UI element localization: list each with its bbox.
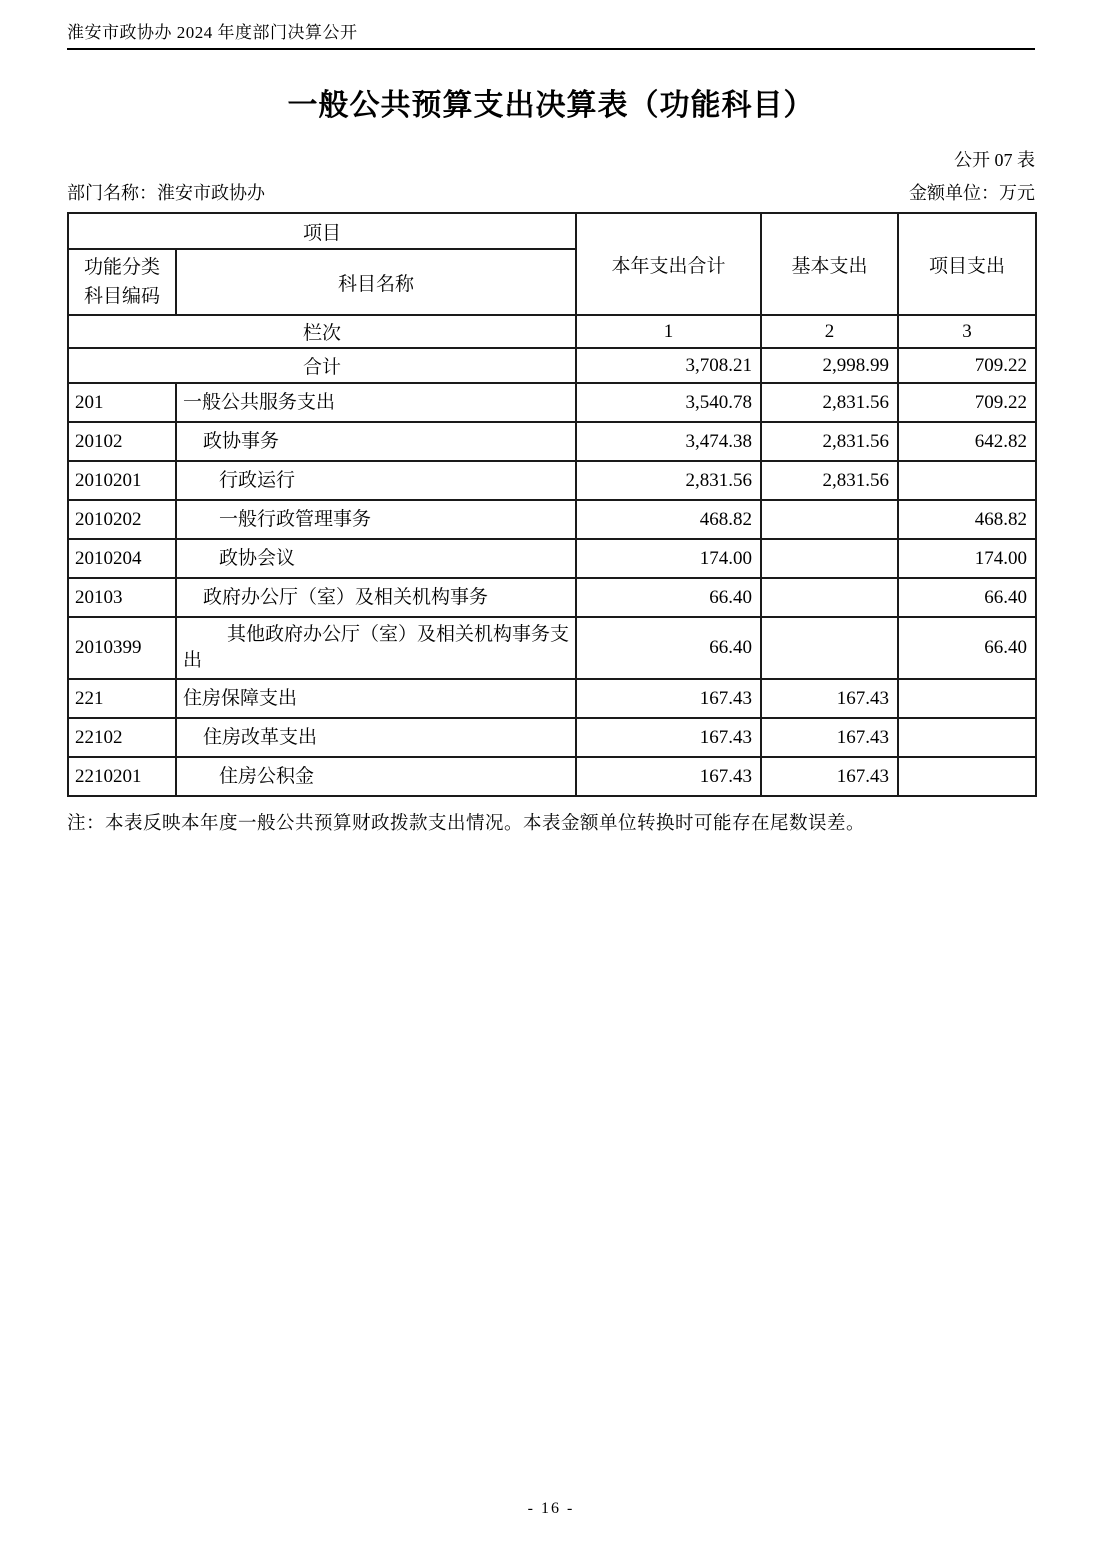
header-project-expense: 项目支出: [898, 213, 1036, 315]
column-index-row: [68, 315, 1036, 348]
table-row: [68, 383, 1036, 422]
header-year-total: 本年支出合计: [576, 213, 761, 315]
budget-table: [67, 212, 1037, 797]
row-code: 2010204: [68, 539, 176, 578]
row-project: 468.82: [898, 500, 1036, 539]
row-code: 22102: [68, 718, 176, 757]
row-subject-name: 政协事务: [176, 422, 576, 461]
table-row: [68, 718, 1036, 757]
sheet-number-label: 公开 07 表: [954, 150, 1035, 170]
table-row: [68, 617, 1036, 679]
row-basic: 2,831.56: [761, 422, 898, 461]
total-basic: 2,998.99: [761, 348, 898, 383]
row-code: 2010399: [68, 617, 176, 679]
header-basic-expense: 基本支出: [761, 213, 898, 315]
row-code: 2210201: [68, 757, 176, 796]
total-row-label: 合计: [68, 348, 576, 383]
row-subject-name: 一般公共服务支出: [176, 383, 576, 422]
page-title: 一般公共预算支出决算表（功能科目）: [287, 89, 815, 122]
row-year-total: 3,474.38: [576, 422, 761, 461]
table-header-row-1: [68, 213, 1036, 249]
row-subject-name: 住房改革支出: [176, 718, 576, 757]
row-code: 221: [68, 679, 176, 718]
row-project: [898, 718, 1036, 757]
table-row: [68, 422, 1036, 461]
row-project: 709.22: [898, 383, 1036, 422]
row-year-total: 2,831.56: [576, 461, 761, 500]
row-subject-name: 行政运行: [176, 461, 576, 500]
row-year-total: 468.82: [576, 500, 761, 539]
header-item-group: 项目: [68, 213, 576, 249]
row-year-total: 3,540.78: [576, 383, 761, 422]
header-subject-name: 科目名称: [176, 249, 576, 315]
row-project: 174.00: [898, 539, 1036, 578]
row-project: 66.40: [898, 617, 1036, 679]
department-name-label: 部门名称：淮安市政协办: [67, 183, 265, 203]
table-row-total: [68, 348, 1036, 383]
row-basic: 167.43: [761, 679, 898, 718]
table-row: [68, 461, 1036, 500]
header-function-code: [68, 249, 176, 315]
row-subject-name: 住房保障支出: [176, 679, 576, 718]
table-row: [68, 679, 1036, 718]
row-basic: 167.43: [761, 718, 898, 757]
row-code: 2010201: [68, 461, 176, 500]
column-index-label: 栏次: [68, 315, 576, 348]
running-header: 淮安市政协办 2024 年度部门决算公开: [67, 0, 1035, 50]
row-basic: [761, 578, 898, 617]
page-number: - 16 -: [527, 1500, 575, 1517]
row-code: 20103: [68, 578, 176, 617]
row-project: 642.82: [898, 422, 1036, 461]
table-row: [68, 578, 1036, 617]
row-year-total: 167.43: [576, 757, 761, 796]
row-subject-name: 其他政府办公厅（室）及相关机构事务支出: [176, 617, 576, 679]
amount-unit-label: 金额单位：万元: [909, 183, 1035, 203]
table-row: [68, 500, 1036, 539]
row-code: 201: [68, 383, 176, 422]
row-project: [898, 679, 1036, 718]
column-index-2: 2: [761, 315, 898, 348]
row-subject-name: 政府办公厅（室）及相关机构事务: [176, 578, 576, 617]
row-year-total: 167.43: [576, 679, 761, 718]
footnote: 注：本表反映本年度一般公共预算财政拨款支出情况。本表金额单位转换时可能存在尾数误差。: [67, 814, 866, 834]
row-subject-name: 一般行政管理事务: [176, 500, 576, 539]
table-row: [68, 757, 1036, 796]
row-basic: [761, 617, 898, 679]
row-year-total: 66.40: [576, 578, 761, 617]
row-basic: 2,831.56: [761, 461, 898, 500]
row-code: 2010202: [68, 500, 176, 539]
row-year-total: 174.00: [576, 539, 761, 578]
row-year-total: 167.43: [576, 718, 761, 757]
meta-line: [67, 179, 1035, 205]
header-function-code-line2: 科目编码: [83, 286, 160, 307]
column-index-1: 1: [576, 315, 761, 348]
row-basic: 167.43: [761, 757, 898, 796]
row-project: [898, 757, 1036, 796]
table-row: [68, 539, 1036, 578]
total-year-total: 3,708.21: [576, 348, 761, 383]
total-project: 709.22: [898, 348, 1036, 383]
row-project: 66.40: [898, 578, 1036, 617]
row-basic: [761, 539, 898, 578]
column-index-3: 3: [898, 315, 1036, 348]
row-basic: [761, 500, 898, 539]
header-function-code-line1: 功能分类: [83, 256, 160, 278]
row-subject-name: 住房公积金: [176, 757, 576, 796]
row-code: 20102: [68, 422, 176, 461]
row-project: [898, 461, 1036, 500]
row-year-total: 66.40: [576, 617, 761, 679]
row-basic: 2,831.56: [761, 383, 898, 422]
row-subject-name: 政协会议: [176, 539, 576, 578]
